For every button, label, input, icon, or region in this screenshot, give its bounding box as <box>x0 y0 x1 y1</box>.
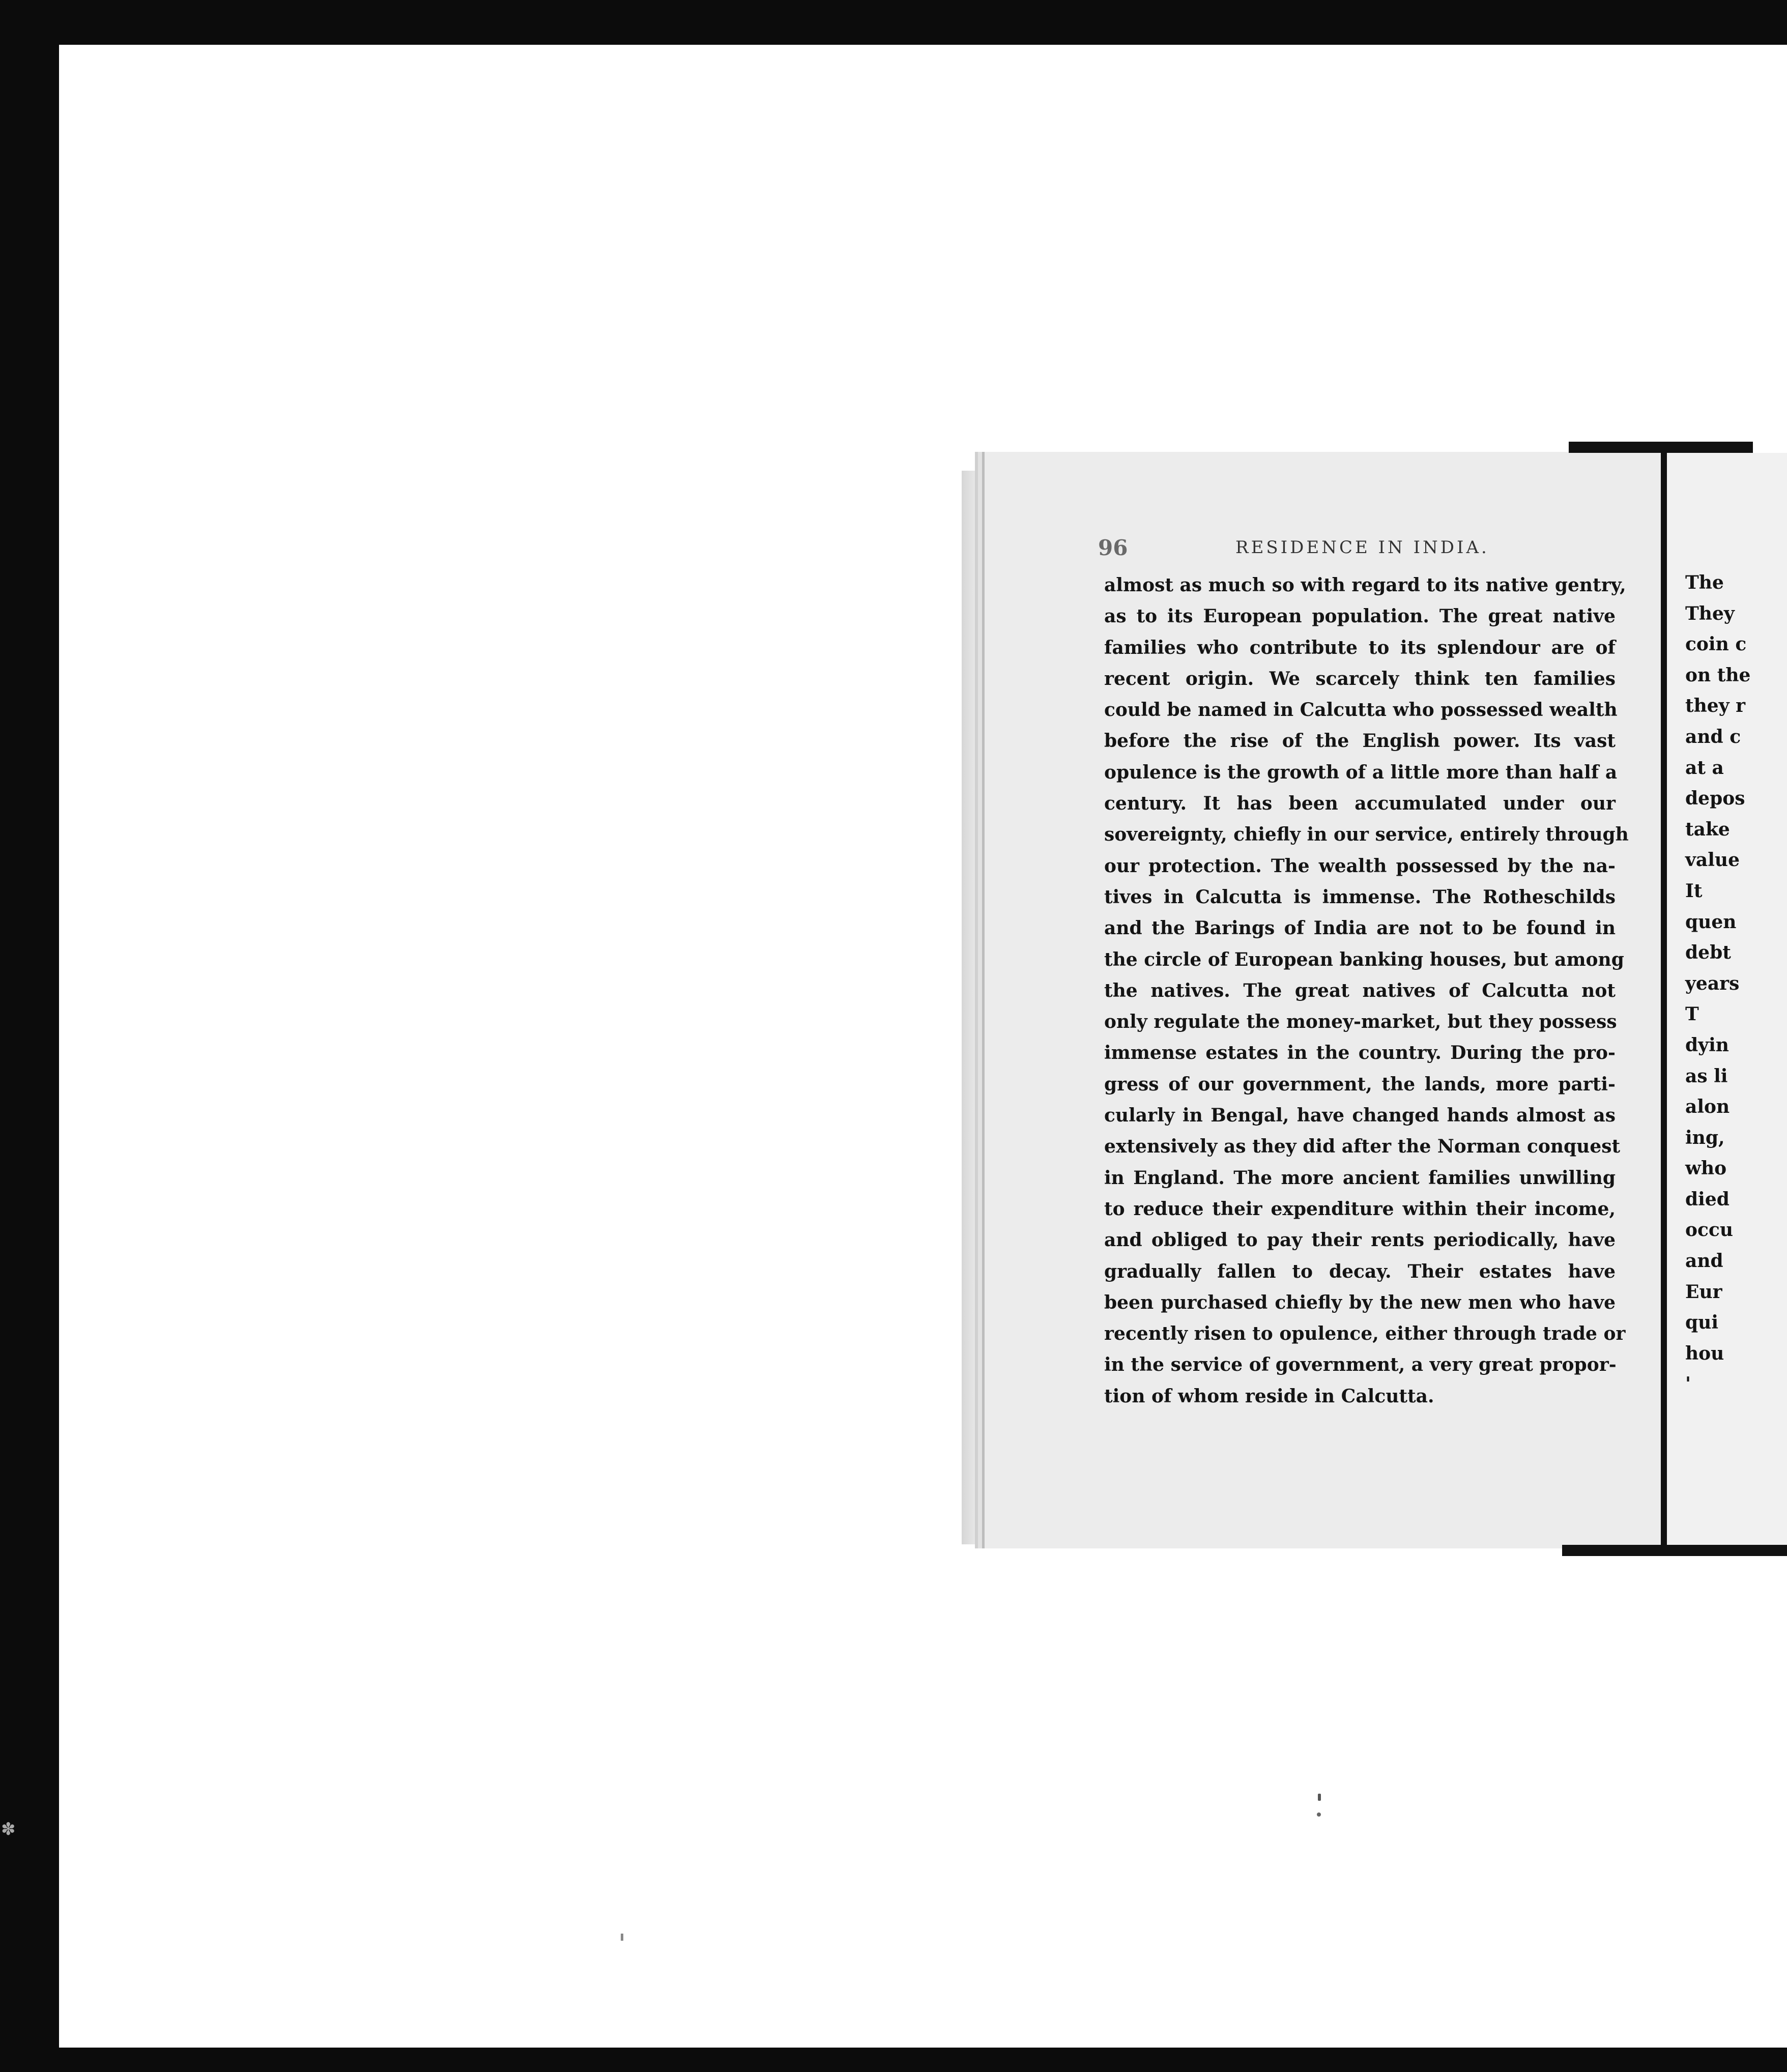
facing-text-line: It <box>1685 880 1703 902</box>
text-line: immense estates in the country. During the pro- <box>1104 1042 1616 1064</box>
text-line: the circle of European banking houses, but among <box>1104 948 1624 970</box>
page-stack-edge <box>962 471 982 1544</box>
text-line: and obliged to pay their rents periodically, have <box>1104 1229 1616 1251</box>
facing-text-line: value <box>1685 849 1740 871</box>
facing-text-line: on the <box>1685 664 1751 686</box>
page-number: 96 <box>1098 535 1128 560</box>
facing-text-line: ing, <box>1685 1127 1725 1148</box>
film-bar-top <box>1569 442 1753 453</box>
facing-text-line: depos <box>1685 788 1745 810</box>
text-line: recent origin. We scarcely think ten families <box>1104 668 1616 689</box>
text-line: in England. The more ancient families unwilling <box>1104 1167 1616 1189</box>
facing-text-line: dyin <box>1685 1034 1729 1056</box>
facing-text-line: debt <box>1685 942 1731 964</box>
text-line: gradually fallen to decay. Their estates have <box>1104 1260 1616 1282</box>
facing-text-line: hou <box>1685 1342 1724 1364</box>
text-line: gress of our government, the lands, more parti- <box>1104 1073 1616 1095</box>
text-line: before the rise of the English power. Its vast <box>1104 730 1616 752</box>
text-line: our protection. The wealth possessed by the na- <box>1104 855 1616 877</box>
text-line: extensively as they did after the Norman conquest <box>1104 1136 1621 1158</box>
film-edge-mark: ✽ <box>1 1819 16 1839</box>
facing-text-line: They <box>1685 602 1735 624</box>
film-bar-bottom <box>1562 1545 1787 1556</box>
facing-text-line: and c <box>1685 726 1741 747</box>
facing-text-line: coin c <box>1685 634 1747 655</box>
film-speck <box>1317 1812 1321 1817</box>
facing-text-line: who <box>1685 1158 1727 1179</box>
text-line: been purchased chiefly by the new men who have <box>1104 1291 1616 1313</box>
text-line: as to its European population. The great native <box>1104 606 1616 627</box>
text-line: the natives. The great natives of Calcutta not <box>1104 980 1616 1001</box>
facing-text-line: Eur <box>1685 1281 1722 1303</box>
text-line: opulence is the growth of a little more than half a <box>1104 761 1618 783</box>
facing-text-line: The <box>1685 572 1724 593</box>
facing-text-line: qui <box>1685 1312 1719 1334</box>
facing-text-line: quen <box>1685 911 1737 933</box>
facing-text-line: they r <box>1685 695 1746 717</box>
facing-text-line: T <box>1685 1003 1699 1025</box>
film-speck <box>621 1934 623 1941</box>
facing-page-text <box>1685 567 1787 1400</box>
text-line: recently risen to opulence, either through trade or <box>1104 1323 1626 1345</box>
text-line: only regulate the money-market, but they possess <box>1104 1011 1617 1033</box>
facing-text-line: alon <box>1685 1096 1730 1118</box>
text-line: sovereignty, chiefly in our service, entirely through <box>1104 824 1629 846</box>
text-line: tives in Calcutta is immense. The Rotheschilds <box>1104 886 1616 908</box>
facing-text-line: ' <box>1685 1373 1691 1395</box>
facing-text-line: occu <box>1685 1219 1734 1241</box>
gutter-line <box>1661 452 1667 1551</box>
facing-text-line: at a <box>1685 757 1724 779</box>
text-line: in the service of government, a very great propor- <box>1104 1354 1617 1376</box>
text-line: could be named in Calcutta who possessed wealth <box>1104 699 1618 721</box>
text-line: century. It has been accumulated under our <box>1104 793 1616 815</box>
film-speck <box>1318 1794 1321 1801</box>
text-line: and the Barings of India are not to be found in <box>1104 917 1616 939</box>
facing-text-line: years <box>1685 972 1740 994</box>
facing-text-line: and <box>1685 1250 1723 1272</box>
text-line: tion of whom reside in Calcutta. <box>1104 1385 1434 1407</box>
text-line: almost as much so with regard to its native gentry, <box>1104 574 1626 596</box>
body-text <box>1104 570 1629 1412</box>
text-line: cularly in Bengal, have changed hands almost as <box>1104 1105 1616 1127</box>
facing-text-line: take <box>1685 818 1730 840</box>
text-line: to reduce their expenditure within their income, <box>1104 1198 1616 1220</box>
running-title: RESIDENCE IN INDIA. <box>1235 537 1489 558</box>
text-line: families who contribute to its splendour are of <box>1104 637 1616 658</box>
facing-text-line: died <box>1685 1188 1730 1210</box>
facing-page <box>1667 453 1787 1545</box>
facing-text-line: as li <box>1685 1065 1728 1087</box>
running-head <box>1098 535 1648 566</box>
